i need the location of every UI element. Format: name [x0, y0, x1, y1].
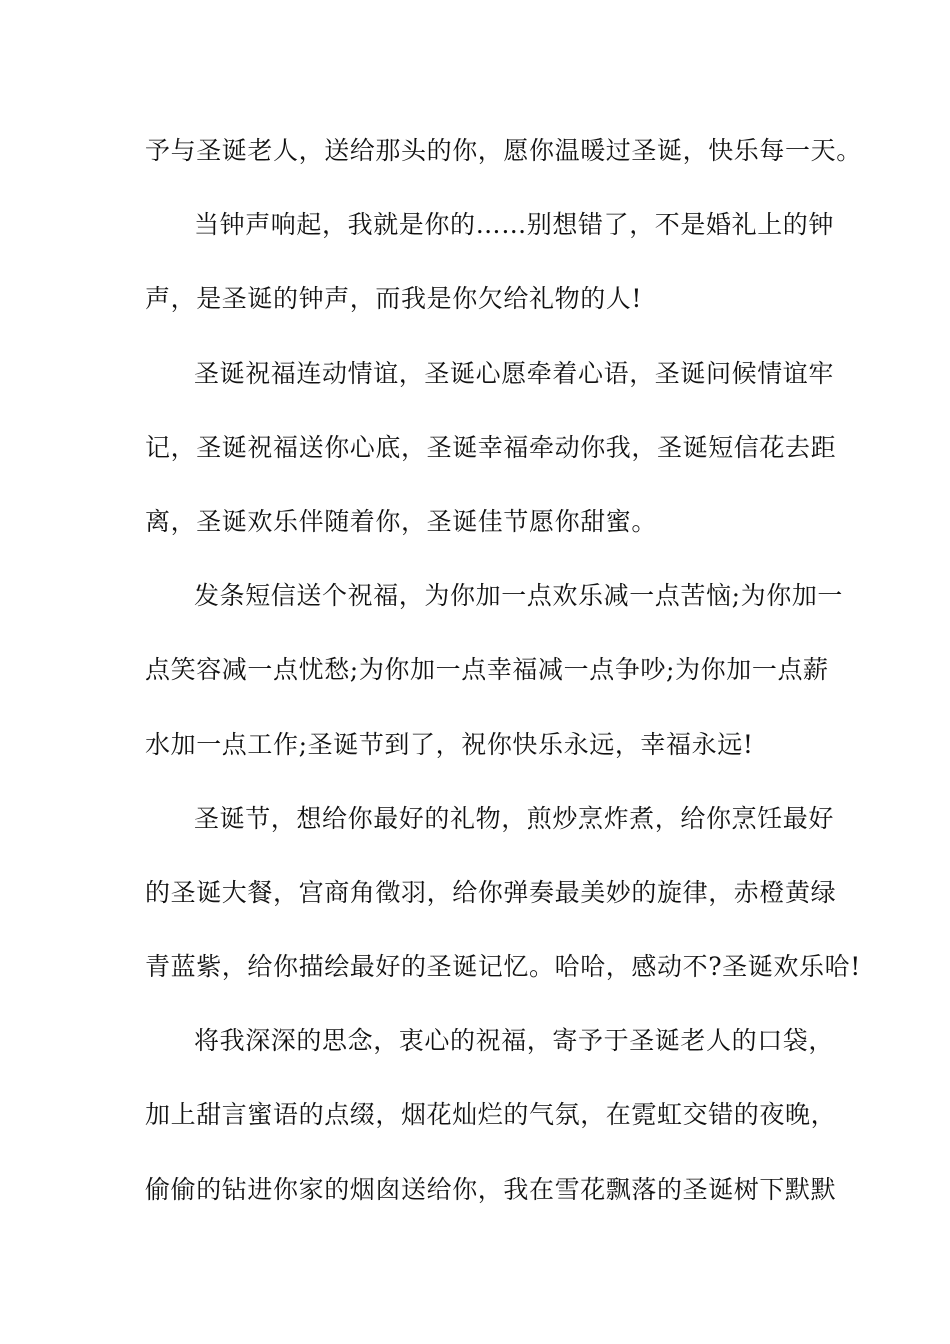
text-line-3: 声，是圣诞的钟声，而我是你欠给礼物的人!	[145, 284, 643, 314]
text-line-9: 水加一点工作;圣诞节到了，祝你快乐永远，幸福永远!	[145, 729, 754, 759]
text-line-1: 予与圣诞老人，送给那头的你，愿你温暖过圣诞，快乐每一天。	[145, 136, 862, 165]
document-body	[145, 126, 862, 1239]
text-line-14: 加上甜言蜜语的点缀，烟花灿烂的气氛，在霓虹交错的夜晚，	[145, 1100, 837, 1130]
text-line-5: 记，圣诞祝福送你心底，圣诞幸福牵动你我，圣诞短信花去距	[145, 432, 837, 462]
text-line-7: 发条短信送个祝福，为你加一点欢乐减一点苦恼;为你加一	[194, 581, 844, 611]
text-line-12: 青蓝紫，给你描绘最好的圣诞记忆。哈哈，感动不?圣诞欢乐哈!	[145, 952, 861, 982]
text-line-15: 偷偷的钻进你家的烟囱送给你，我在雪花飘落的圣诞树下默默	[145, 1174, 837, 1204]
text-line-10: 圣诞节，想给你最好的礼物，煎炒烹炸煮，给你烹饪最好	[194, 803, 835, 833]
text-line-11: 的圣诞大餐，宫商角徵羽，给你弹奏最美妙的旋律，赤橙黄绿	[145, 877, 837, 907]
text-line-6: 离，圣诞欢乐伴随着你，圣诞佳节愿你甜蜜。	[145, 506, 658, 536]
text-line-2: 当钟声响起，我就是你的……别想错了，不是婚礼上的钟	[194, 210, 835, 240]
text-line-4: 圣诞祝福连动情谊，圣诞心愿牵着心语，圣诞问候情谊牢	[194, 358, 835, 388]
text-line-8: 点笑容减一点忧愁;为你加一点幸福减一点争吵;为你加一点薪	[145, 655, 829, 685]
text-line-13: 将我深深的思念，衷心的祝福，寄予于圣诞老人的口袋，	[194, 1026, 835, 1056]
